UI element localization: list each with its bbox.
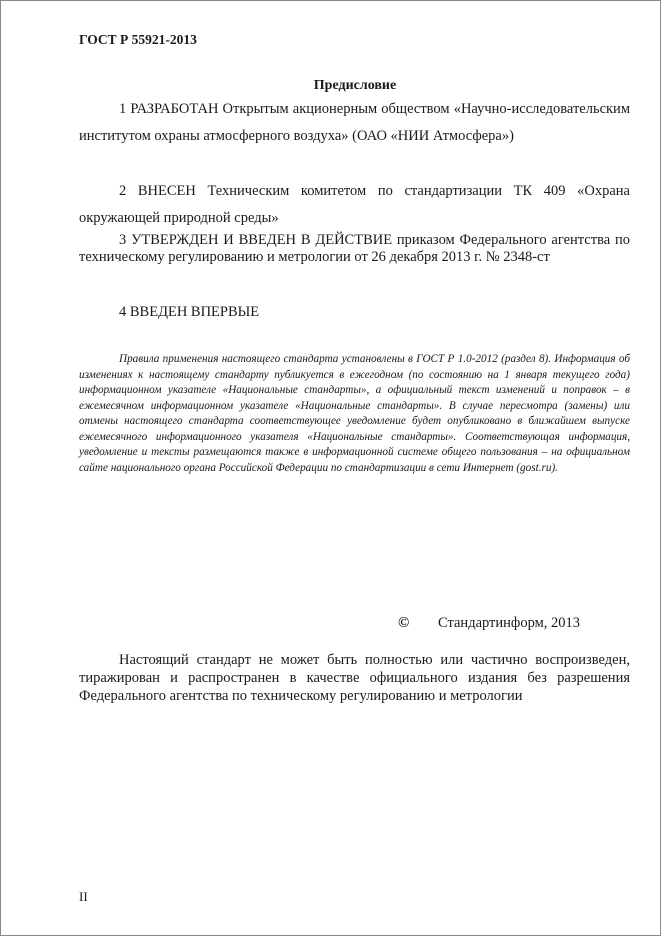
reproduction-notice: [79, 651, 630, 705]
page-number: II: [79, 889, 88, 904]
paragraph-approved: [79, 232, 630, 266]
application-rules-note-text: Правила применения настоящего стандарта установлены в ГОСТ Р 1.0-2012 (раздел 8). Информация об изменениях к настоящему стандарту публикуется в ежегодном (по состоянию на 1 января текущего года) информационном указателе «Национальные стандарты», а официальный текст изменений и поправок – в ежемесячном информационном указателе «Национальные стандарты». В случае пересмотра (замены) или отмены настоящего стандарта соответствующее уведомление будет опубликовано в ближайшем выпуске ежемесячного информационного указателя «Национальные стандарты». Соответствующая информация, уведомление и тексты размещаются также в информационной системе общего пользования – на официальном сайте национального органа Российской Федерации по стандартизации в сети Интернет (gost.ru).: [79, 353, 630, 474]
paragraph-developed: [79, 96, 630, 149]
copyright-icon: ©: [398, 615, 410, 631]
paragraph-first-introduced: [79, 299, 630, 326]
document-header: ГОСТ Р 55921-2013: [79, 32, 197, 47]
application-rules-note: [79, 352, 630, 476]
copyright-line: [398, 615, 580, 632]
page-title: Предисловие: [313, 78, 397, 93]
copyright-text: Стандартинформ, 2013: [438, 615, 581, 631]
paragraph-introduced-text: 2 ВНЕСЕН Техническим комитетом по стандартизации ТК 409 «Охрана окружающей природной среды»: [79, 183, 630, 226]
paragraph-approved-text: 3 УТВЕРЖДЕН И ВВЕДЕН В ДЕЙСТВИЕ приказом Федерального агентства по техническому регулированию и метрологии от 26 декабря 2013 г. № 2348-ст: [79, 232, 630, 265]
paragraph-developed-text: 1 РАЗРАБОТАН Открытым акционерным обществом «Научно-исследовательским институтом охраны атмосферного воздуха» (ОАО «НИИ Атмосфера»): [79, 101, 630, 144]
paragraph-first-introduced-text: 4 ВВЕДЕН ВПЕРВЫЕ: [119, 304, 260, 320]
paragraph-introduced: [79, 178, 630, 231]
reproduction-notice-text: Настоящий стандарт не может быть полностью или частично воспроизведен, тиражирован и распространен в качестве официального издания без разрешения Федерального агентства по техническому регулированию и метрологии: [79, 652, 630, 704]
